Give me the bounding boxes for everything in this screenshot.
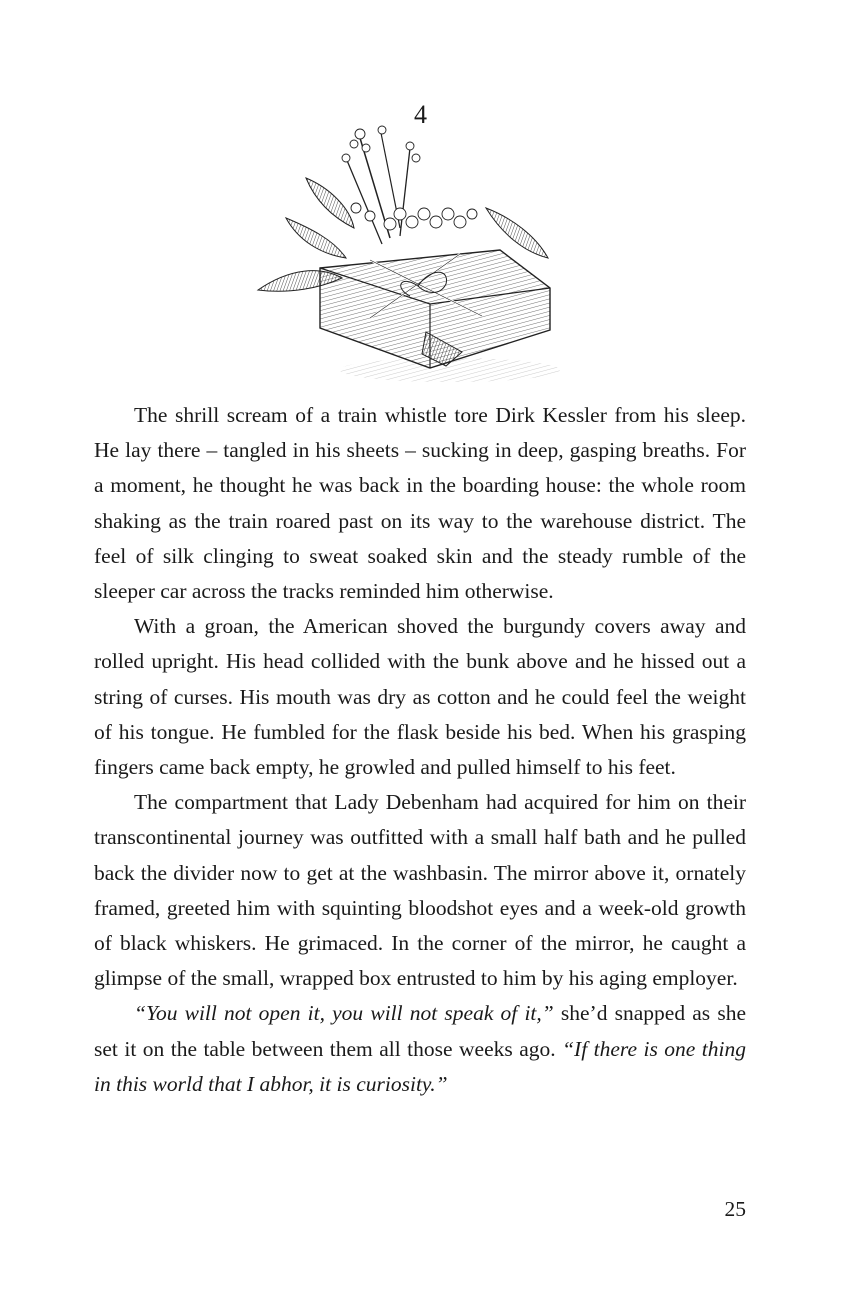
paragraph: The shrill scream of a train whistle tore Dirk Kessler from his sleep. He lay there – tangled in his sheets – sucking in deep, gasping breaths. For a moment, he thought he was back in the boarding house: the whole room shaking as the train roared past on its way to the warehouse district. The feel of silk clinging to sweat soaked skin and the steady rumble of the sleeper car across the tracks reminded him otherwise. xyxy=(94,403,746,604)
page-number: 25 xyxy=(724,1197,746,1221)
chapter-number: 4 xyxy=(414,100,427,129)
narration: she’d snapped as she set it on the table between them all those weeks ago. xyxy=(94,1001,746,1061)
paragraph: The compartment that Lady Debenham had acquired for him on their transcontinental journey was outfitted with a small half bath and he pulled back the divider now to get at the washbasin. The mirror above it, ornately framed, greeted him with squinting bloodshot eyes and a week-old growth of black whiskers. He grimaced. In the corner of the mirror, he caught a glimpse of the small, wrapped box entrusted to him by his aging employer. xyxy=(94,790,746,991)
paragraph: With a groan, the American shoved the burgundy covers away and rolled upright. His head collided with the bunk above and he hissed out a string of curses. His mouth was dry as cotton and he could feel the weight of his tongue. He fumbled for the flask beside his bed. When his grasping fingers came back empty, he growled and pulled himself to his feet. xyxy=(94,614,746,780)
wrapped-package-with-flowers-illustration xyxy=(250,118,570,388)
dialogue-quote: “If there is one thing in this world that I abhor, it is curiosity.” xyxy=(94,1036,746,1096)
chapter-body-text xyxy=(94,398,746,1102)
paragraph-dialogue xyxy=(94,996,746,1102)
dialogue-quote: “You will not open it, you will not speak of it,” xyxy=(134,1001,554,1026)
